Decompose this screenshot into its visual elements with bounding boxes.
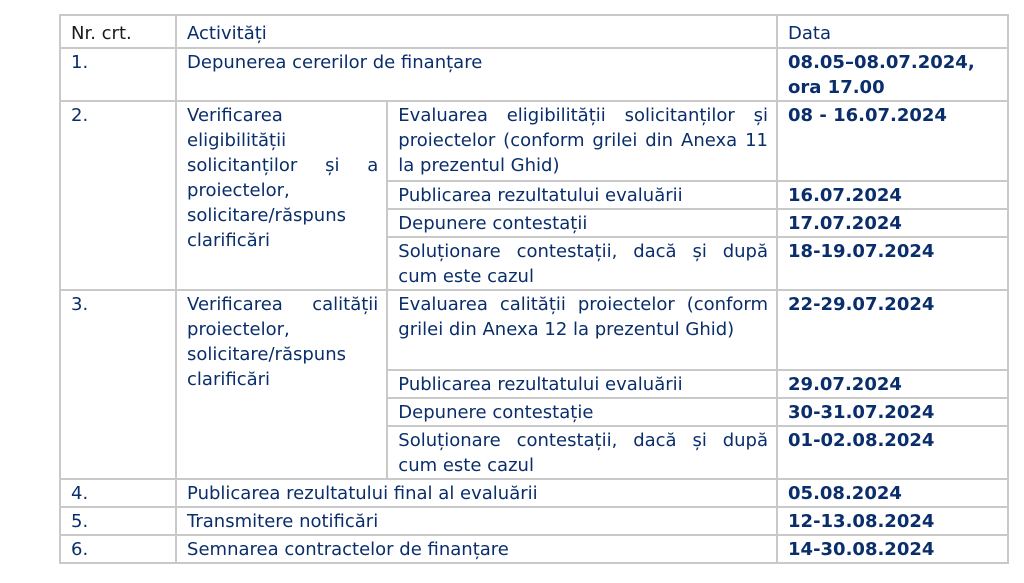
activity-cell: Transmitere notificări	[176, 507, 777, 535]
table-row	[60, 507, 1008, 535]
row-number: 1.	[60, 48, 176, 101]
table-row	[60, 535, 1008, 563]
date-cell: 16.07.2024	[777, 181, 1008, 209]
table-header-row	[60, 15, 1008, 48]
date-cell: 17.07.2024	[777, 209, 1008, 237]
date-cell: 14-30.08.2024	[777, 535, 1008, 563]
schedule-table	[59, 14, 1009, 564]
sub-activity-cell: Soluționare contestații, dacă și după cum este cazul	[387, 426, 777, 479]
date-cell: 12-13.08.2024	[777, 507, 1008, 535]
header-nr-crt: Nr. crt.	[60, 15, 176, 48]
table-row	[60, 479, 1008, 507]
table-row	[60, 290, 1008, 370]
row-number: 5.	[60, 507, 176, 535]
header-data: Data	[777, 15, 1008, 48]
date-cell: 29.07.2024	[777, 370, 1008, 398]
table-row	[60, 101, 1008, 181]
date-cell: 22-29.07.2024	[777, 290, 1008, 370]
sub-activity-cell: Depunere contestație	[387, 398, 777, 426]
sub-activity-cell: Depunere contestații	[387, 209, 777, 237]
activity-cell: Publicarea rezultatului final al evaluării	[176, 479, 777, 507]
row-number: 4.	[60, 479, 176, 507]
table-row	[60, 48, 1008, 101]
row-number: 2.	[60, 101, 176, 290]
date-cell: 08 - 16.07.2024	[777, 101, 1008, 181]
header-activitati: Activități	[176, 15, 777, 48]
group-activity-cell: Verificarea eligibilității solicitanților și a proiectelor, solicitare/răspuns clarificări	[176, 101, 387, 290]
date-cell: 08.05–08.07.2024, ora 17.00	[777, 48, 1008, 101]
activity-cell: Semnarea contractelor de finanțare	[176, 535, 777, 563]
row-number: 3.	[60, 290, 176, 479]
row-number: 6.	[60, 535, 176, 563]
date-cell: 18-19.07.2024	[777, 237, 1008, 290]
sub-activity-cell: Soluționare contestații, dacă și după cum este cazul	[387, 237, 777, 290]
date-cell: 05.08.2024	[777, 479, 1008, 507]
sub-activity-cell: Evaluarea eligibilității solicitanților și proiectelor (conform grilei din Anexa 11 la prezentul Ghid)	[387, 101, 777, 181]
activity-cell: Depunerea cererilor de finanțare	[176, 48, 777, 101]
group-activity-cell: Verificarea calității proiectelor, solicitare/răspuns clarificări	[176, 290, 387, 479]
date-cell: 01-02.08.2024	[777, 426, 1008, 479]
sub-activity-cell: Evaluarea calității proiectelor (conform grilei din Anexa 12 la prezentul Ghid)	[387, 290, 777, 370]
date-cell: 30-31.07.2024	[777, 398, 1008, 426]
sub-activity-cell: Publicarea rezultatului evaluării	[387, 370, 777, 398]
sub-activity-cell: Publicarea rezultatului evaluării	[387, 181, 777, 209]
